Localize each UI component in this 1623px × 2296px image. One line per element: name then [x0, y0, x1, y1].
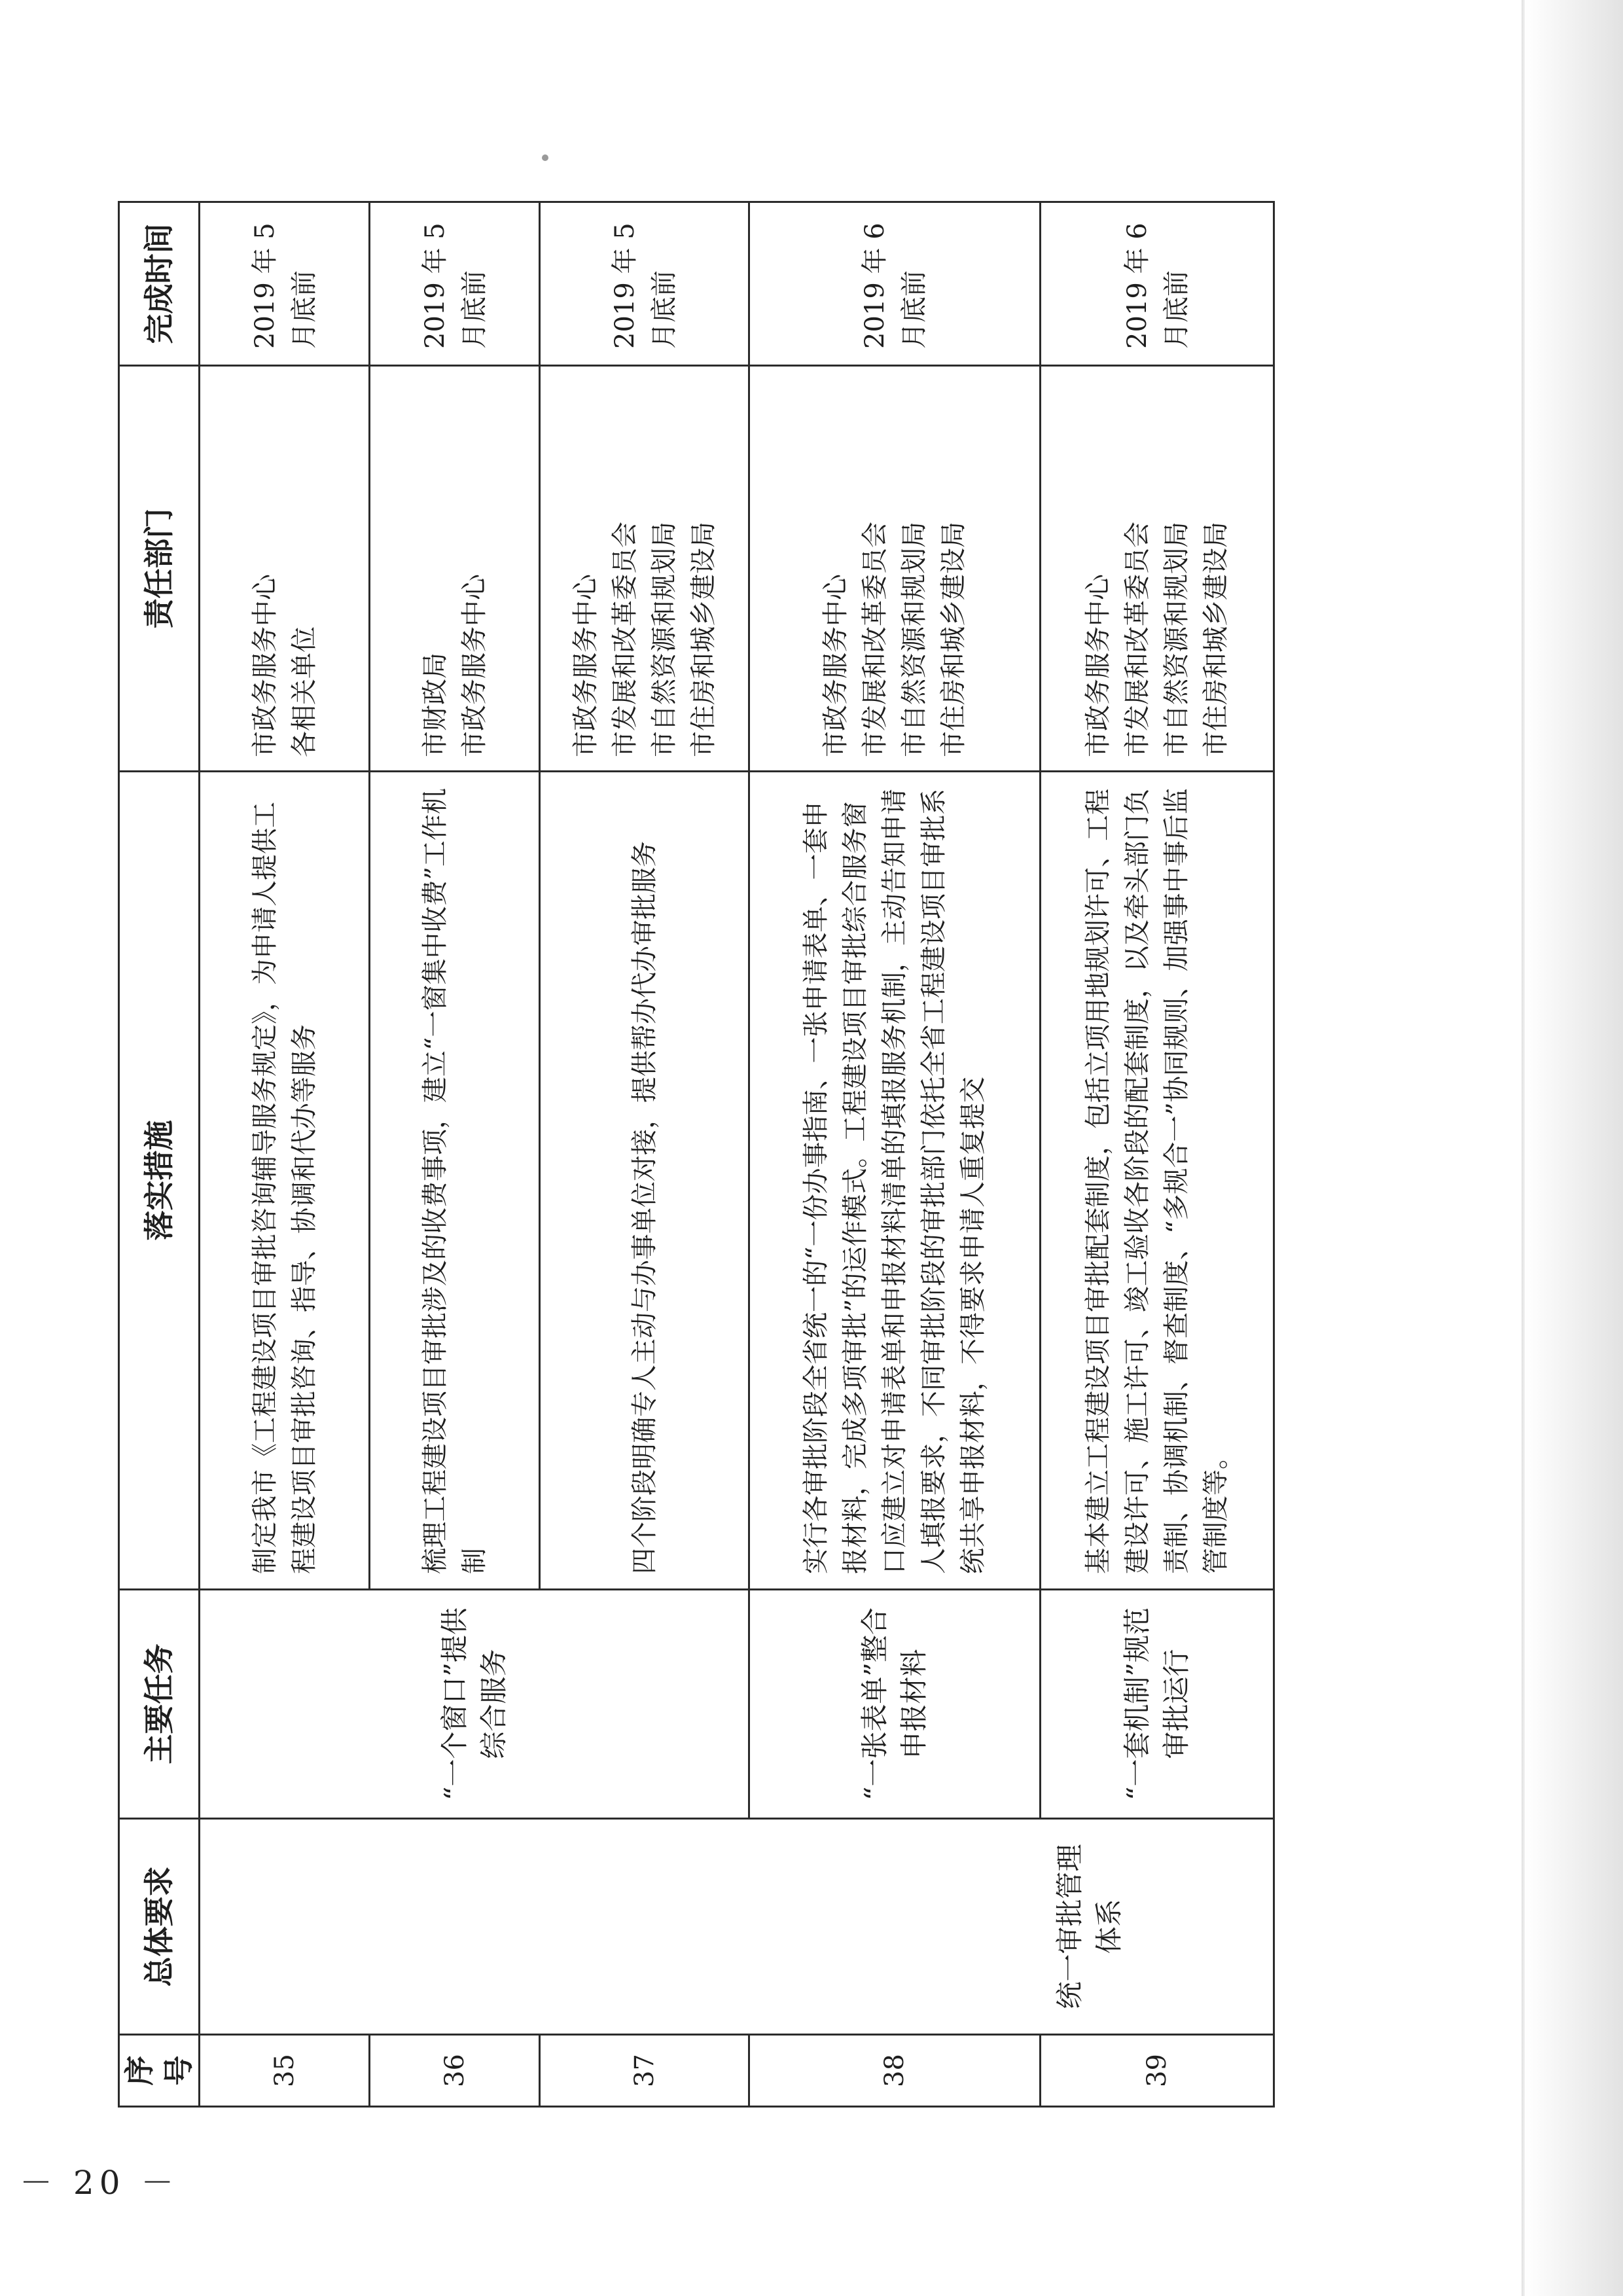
row-dept: 市政务服务中心 市发展和改革委员会 市自然资源和规划局 市住房和城乡建设局: [749, 366, 1041, 772]
row-task: “一套机制”规范审批运行: [1041, 1590, 1274, 1819]
rotated-table-container: [118, 203, 1270, 2108]
rotated-table-frame: [118, 203, 1270, 2108]
row-seq: 37: [540, 2035, 749, 2107]
row-time: 2019 年 5 月底前: [200, 202, 370, 366]
row-dept: 市政务服务中心 市发展和改革委员会 市自然资源和规划局 市住房和城乡建设局: [1041, 366, 1274, 772]
row-dept: 市政务服务中心 各相关单位: [200, 366, 370, 772]
header-time: 完成时间: [119, 202, 200, 366]
row-time: 2019 年 6 月底前: [749, 202, 1041, 366]
header-task: 主要任务: [119, 1590, 200, 1819]
row-time: 2019 年 5 月底前: [370, 202, 540, 366]
row-time: 2019 年 5 月底前: [540, 202, 749, 366]
table-header-row: [119, 202, 200, 2107]
section-requirement: 统一审批管理体系: [200, 1819, 1274, 2035]
task-table: [118, 201, 1275, 2108]
row-dept: 市政务服务中心 市发展和改革委员会 市自然资源和规划局 市住房和城乡建设局: [540, 366, 749, 772]
row-measure: 梳理工程建设项目审批涉及的收费事项，建立“一窗集中收费”工作机制: [370, 772, 540, 1590]
table-row: [200, 202, 370, 2107]
row-time: 2019 年 6 月底前: [1041, 202, 1274, 366]
row-measure: 四个阶段明确专人主动与办事单位对接，提供帮办代办审批服务: [540, 772, 749, 1590]
row-task: “一张表单”整合申报材料: [749, 1590, 1041, 1819]
page-number: － 20 －: [20, 2164, 179, 2202]
header-dept: 责任部门: [119, 366, 200, 772]
row-seq: 38: [749, 2035, 1041, 2107]
row-dept: 市财政局 市政务服务中心: [370, 366, 540, 772]
scan-speck: [542, 154, 548, 161]
row-measure: 基本建立工程建设项目审批配套制度，包括立项用地规划许可、工程建设许可、施工许可、竣工验收各阶段的配套制度，以及牵头部门负责制、协调机制、督查制度、“多规合一”协同规则、加强事中事后监管制度等。: [1041, 772, 1274, 1590]
row-measure: 实行各审批阶段全省统一的“一份办事指南、一张申请表单、一套申报材料，完成多项审批”的运作模式。工程建设项目审批综合服务窗口应建立对申请表单和申报材料清单的填报服务机制，主动告知申请人填报要求，不同审批阶段的审批部门依托全省工程建设项目审批系统共享申报材料，不得要求申请人重复提交: [749, 772, 1041, 1590]
row-task: “一个窗口”提供综合服务: [200, 1590, 749, 1819]
header-seq: 序号: [119, 2035, 200, 2107]
header-requirement: 总体要求: [119, 1819, 200, 2035]
row-seq: 39: [1041, 2035, 1274, 2107]
adjacent-page-shadow: [1525, 0, 1623, 2296]
row-measure: 制定我市《工程建设项目审批咨询辅导服务规定》，为申请人提供工程建设项目审批咨询、指导、协调和代办等服务: [200, 772, 370, 1590]
header-measure: 落实措施: [119, 772, 200, 1590]
row-seq: 36: [370, 2035, 540, 2107]
row-seq: 35: [200, 2035, 370, 2107]
